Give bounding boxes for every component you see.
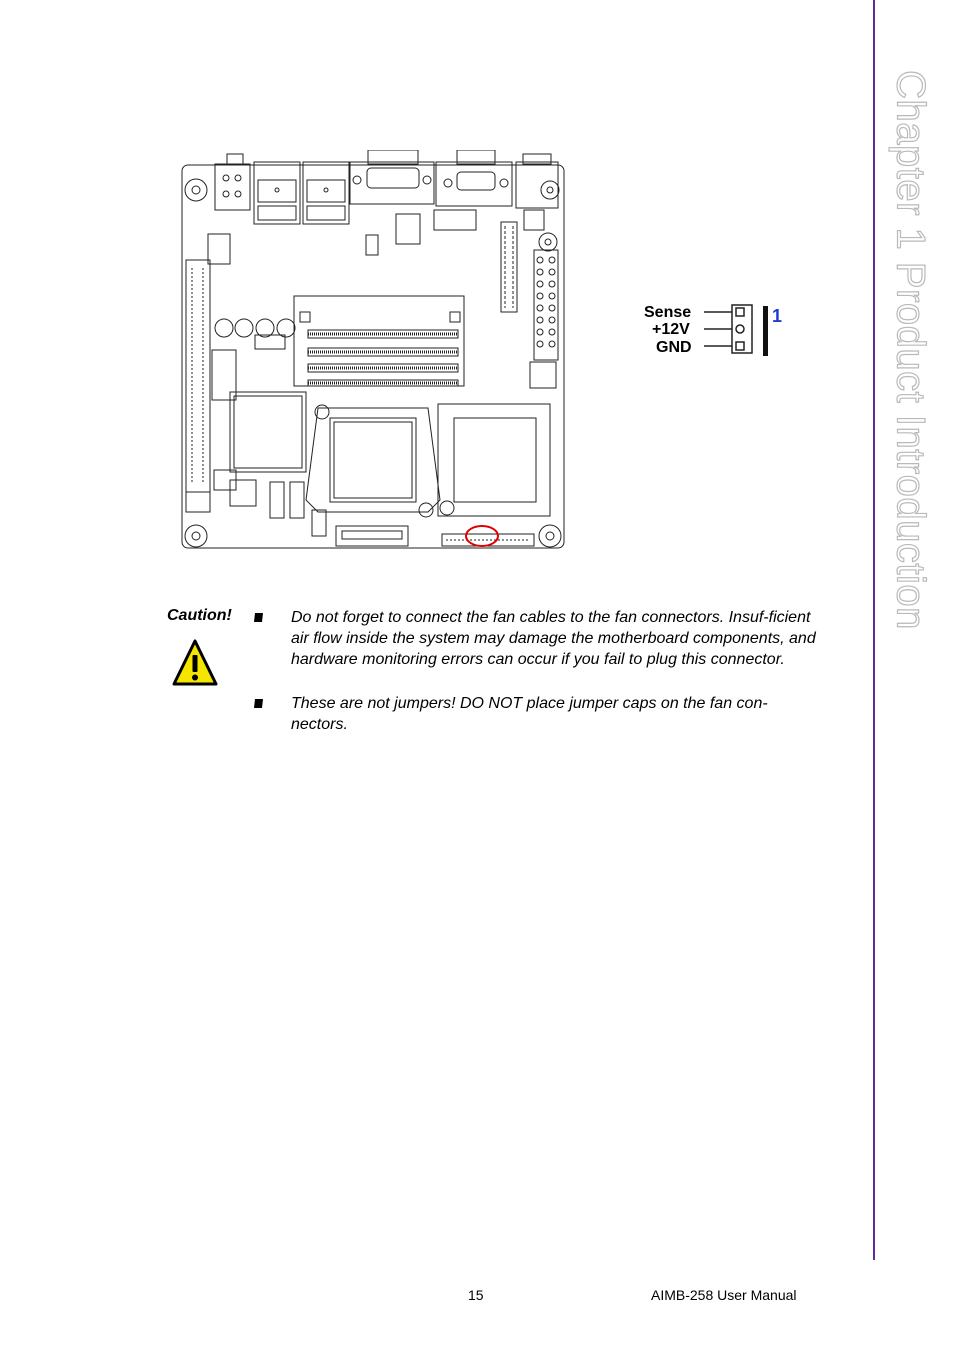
- mounting-hole-icon: [185, 179, 561, 547]
- caution-item-fan-cables: Do not forget to connect the fan cables to the fan connectors. Insuf-ficient air flow inside the system may damage the motherboard components, and hardware monitoring errors can occur if you fail to plug this connector.: [291, 609, 816, 668]
- chapter-title: Chapter 1 Product Introduction: [888, 70, 933, 630]
- square-bullet-icon: [253, 698, 264, 709]
- manual-title: AIMB-258 User Manual: [651, 1287, 797, 1303]
- fan-connector-pinout: [636, 298, 786, 360]
- motherboard-diagram: [170, 150, 580, 560]
- page-number: 15: [468, 1287, 484, 1303]
- fan-connector-highlight: [466, 526, 498, 546]
- pin-label-sense: Sense: [644, 304, 692, 321]
- square-bullet-icon: [253, 612, 264, 623]
- warning-triangle-icon: [172, 638, 218, 688]
- pin-label-12v: +12V: [652, 321, 690, 338]
- pin-label-gnd: GND: [656, 339, 692, 356]
- caution-item-not-jumpers: These are not jumpers! DO NOT place jumper caps on the fan con-nectors.: [291, 695, 768, 733]
- pin-one-marker: 1: [772, 306, 783, 326]
- caution-label: Caution!: [167, 607, 232, 624]
- chapter-side-rule: [873, 0, 875, 1260]
